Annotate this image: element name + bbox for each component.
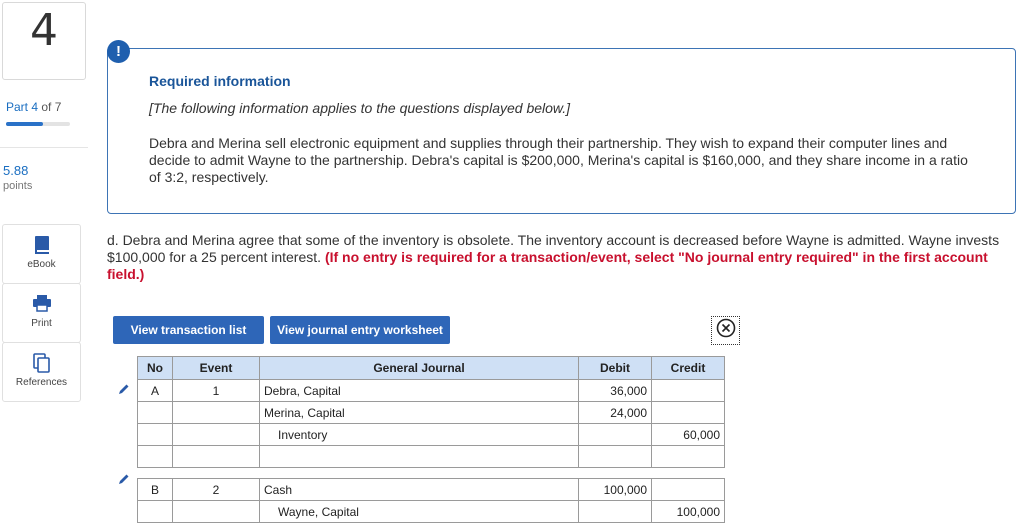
cell-account: Wayne, Capital (260, 501, 579, 523)
table-row (138, 402, 725, 424)
cell-account: Debra, Capital (260, 380, 579, 402)
cell-credit (652, 479, 725, 501)
header-general-journal: General Journal (260, 357, 579, 380)
close-icon (716, 318, 736, 343)
book-icon (3, 235, 80, 255)
cell-event: 1 (173, 380, 260, 402)
sidebar-divider (0, 147, 88, 148)
alert-icon: ! (107, 40, 130, 63)
view-transaction-list-button[interactable]: View transaction list (113, 316, 264, 344)
table-row (138, 446, 725, 468)
cell-event (173, 424, 260, 446)
part-progress-fill (6, 122, 43, 126)
header-event: Event (173, 357, 260, 380)
references-icon (3, 353, 80, 373)
cell-credit: 60,000 (652, 424, 725, 446)
edit-entry-b-button[interactable] (118, 472, 130, 490)
question-instruction: (If no entry is required for a transaction/event, select "No journal entry required" in the first account field.) (107, 249, 988, 282)
cell-event (173, 501, 260, 523)
print-label: Print (31, 318, 52, 329)
question-number-box (2, 2, 86, 80)
table-row (138, 380, 725, 402)
cell-credit (652, 402, 725, 424)
cell-debit: 24,000 (579, 402, 652, 424)
table-header-row (138, 357, 725, 380)
view-journal-entry-worksheet-button[interactable]: View journal entry worksheet (270, 316, 450, 344)
table-row (138, 424, 725, 446)
points-value: 5.88 (3, 163, 29, 178)
header-no: No (138, 357, 173, 380)
part-number: Part 4 (6, 100, 39, 114)
cell-account (260, 446, 579, 468)
close-button[interactable] (711, 316, 740, 345)
cell-debit: 36,000 (579, 380, 652, 402)
cell-credit (652, 380, 725, 402)
cell-debit (579, 446, 652, 468)
ebook-button[interactable] (2, 224, 81, 284)
references-button[interactable] (2, 342, 81, 402)
cell-no: A (138, 380, 173, 402)
cell-event: 2 (173, 479, 260, 501)
cell-event (173, 446, 260, 468)
cell-no (138, 446, 173, 468)
cell-debit (579, 424, 652, 446)
journal-table (137, 356, 725, 523)
points-label: points (3, 180, 33, 192)
cell-no (138, 402, 173, 424)
table-row (138, 479, 725, 501)
cell-event (173, 402, 260, 424)
required-information-box (107, 48, 1016, 214)
info-subtitle: [The following information applies to the questions displayed below.] (149, 100, 571, 116)
question-number: 4 (30, 5, 58, 56)
cell-account: Inventory (260, 424, 579, 446)
cell-account: Merina, Capital (260, 402, 579, 424)
printer-icon (3, 294, 80, 312)
question-prompt: d. Debra and Merina agree that some of the inventory is obsolete. The inventory account is decreased before Wayne is admitted. Wayne invests $100,000 for a 25 percent interest. (107, 232, 1000, 265)
table-spacer (138, 468, 725, 479)
pencil-icon (118, 382, 130, 399)
ebook-label: eBook (27, 259, 56, 270)
pencil-icon (118, 472, 130, 489)
references-label: References (15, 377, 68, 388)
edit-entry-a-button[interactable] (118, 382, 130, 400)
cell-account: Cash (260, 479, 579, 501)
header-debit: Debit (579, 357, 652, 380)
print-button[interactable] (2, 283, 81, 343)
info-body: Debra and Merina sell electronic equipment and supplies through their partnership. They wish to expand their computer lines and decide to admit Wayne to the partnership. Debra's capital is $200,000, Merina's capital is $160,000, and they share income in a ratio of 3:2, respectively. (149, 135, 968, 185)
cell-credit (652, 446, 725, 468)
cell-credit: 100,000 (652, 501, 725, 523)
cell-no (138, 424, 173, 446)
part-progress-bar (6, 122, 70, 126)
table-row (138, 501, 725, 523)
header-credit: Credit (652, 357, 725, 380)
part-indicator (6, 100, 61, 114)
cell-no (138, 501, 173, 523)
cell-debit (579, 501, 652, 523)
question-text (107, 232, 1007, 283)
cell-no: B (138, 479, 173, 501)
part-total: of 7 (41, 100, 62, 114)
cell-debit: 100,000 (579, 479, 652, 501)
info-title: Required information (149, 73, 291, 89)
